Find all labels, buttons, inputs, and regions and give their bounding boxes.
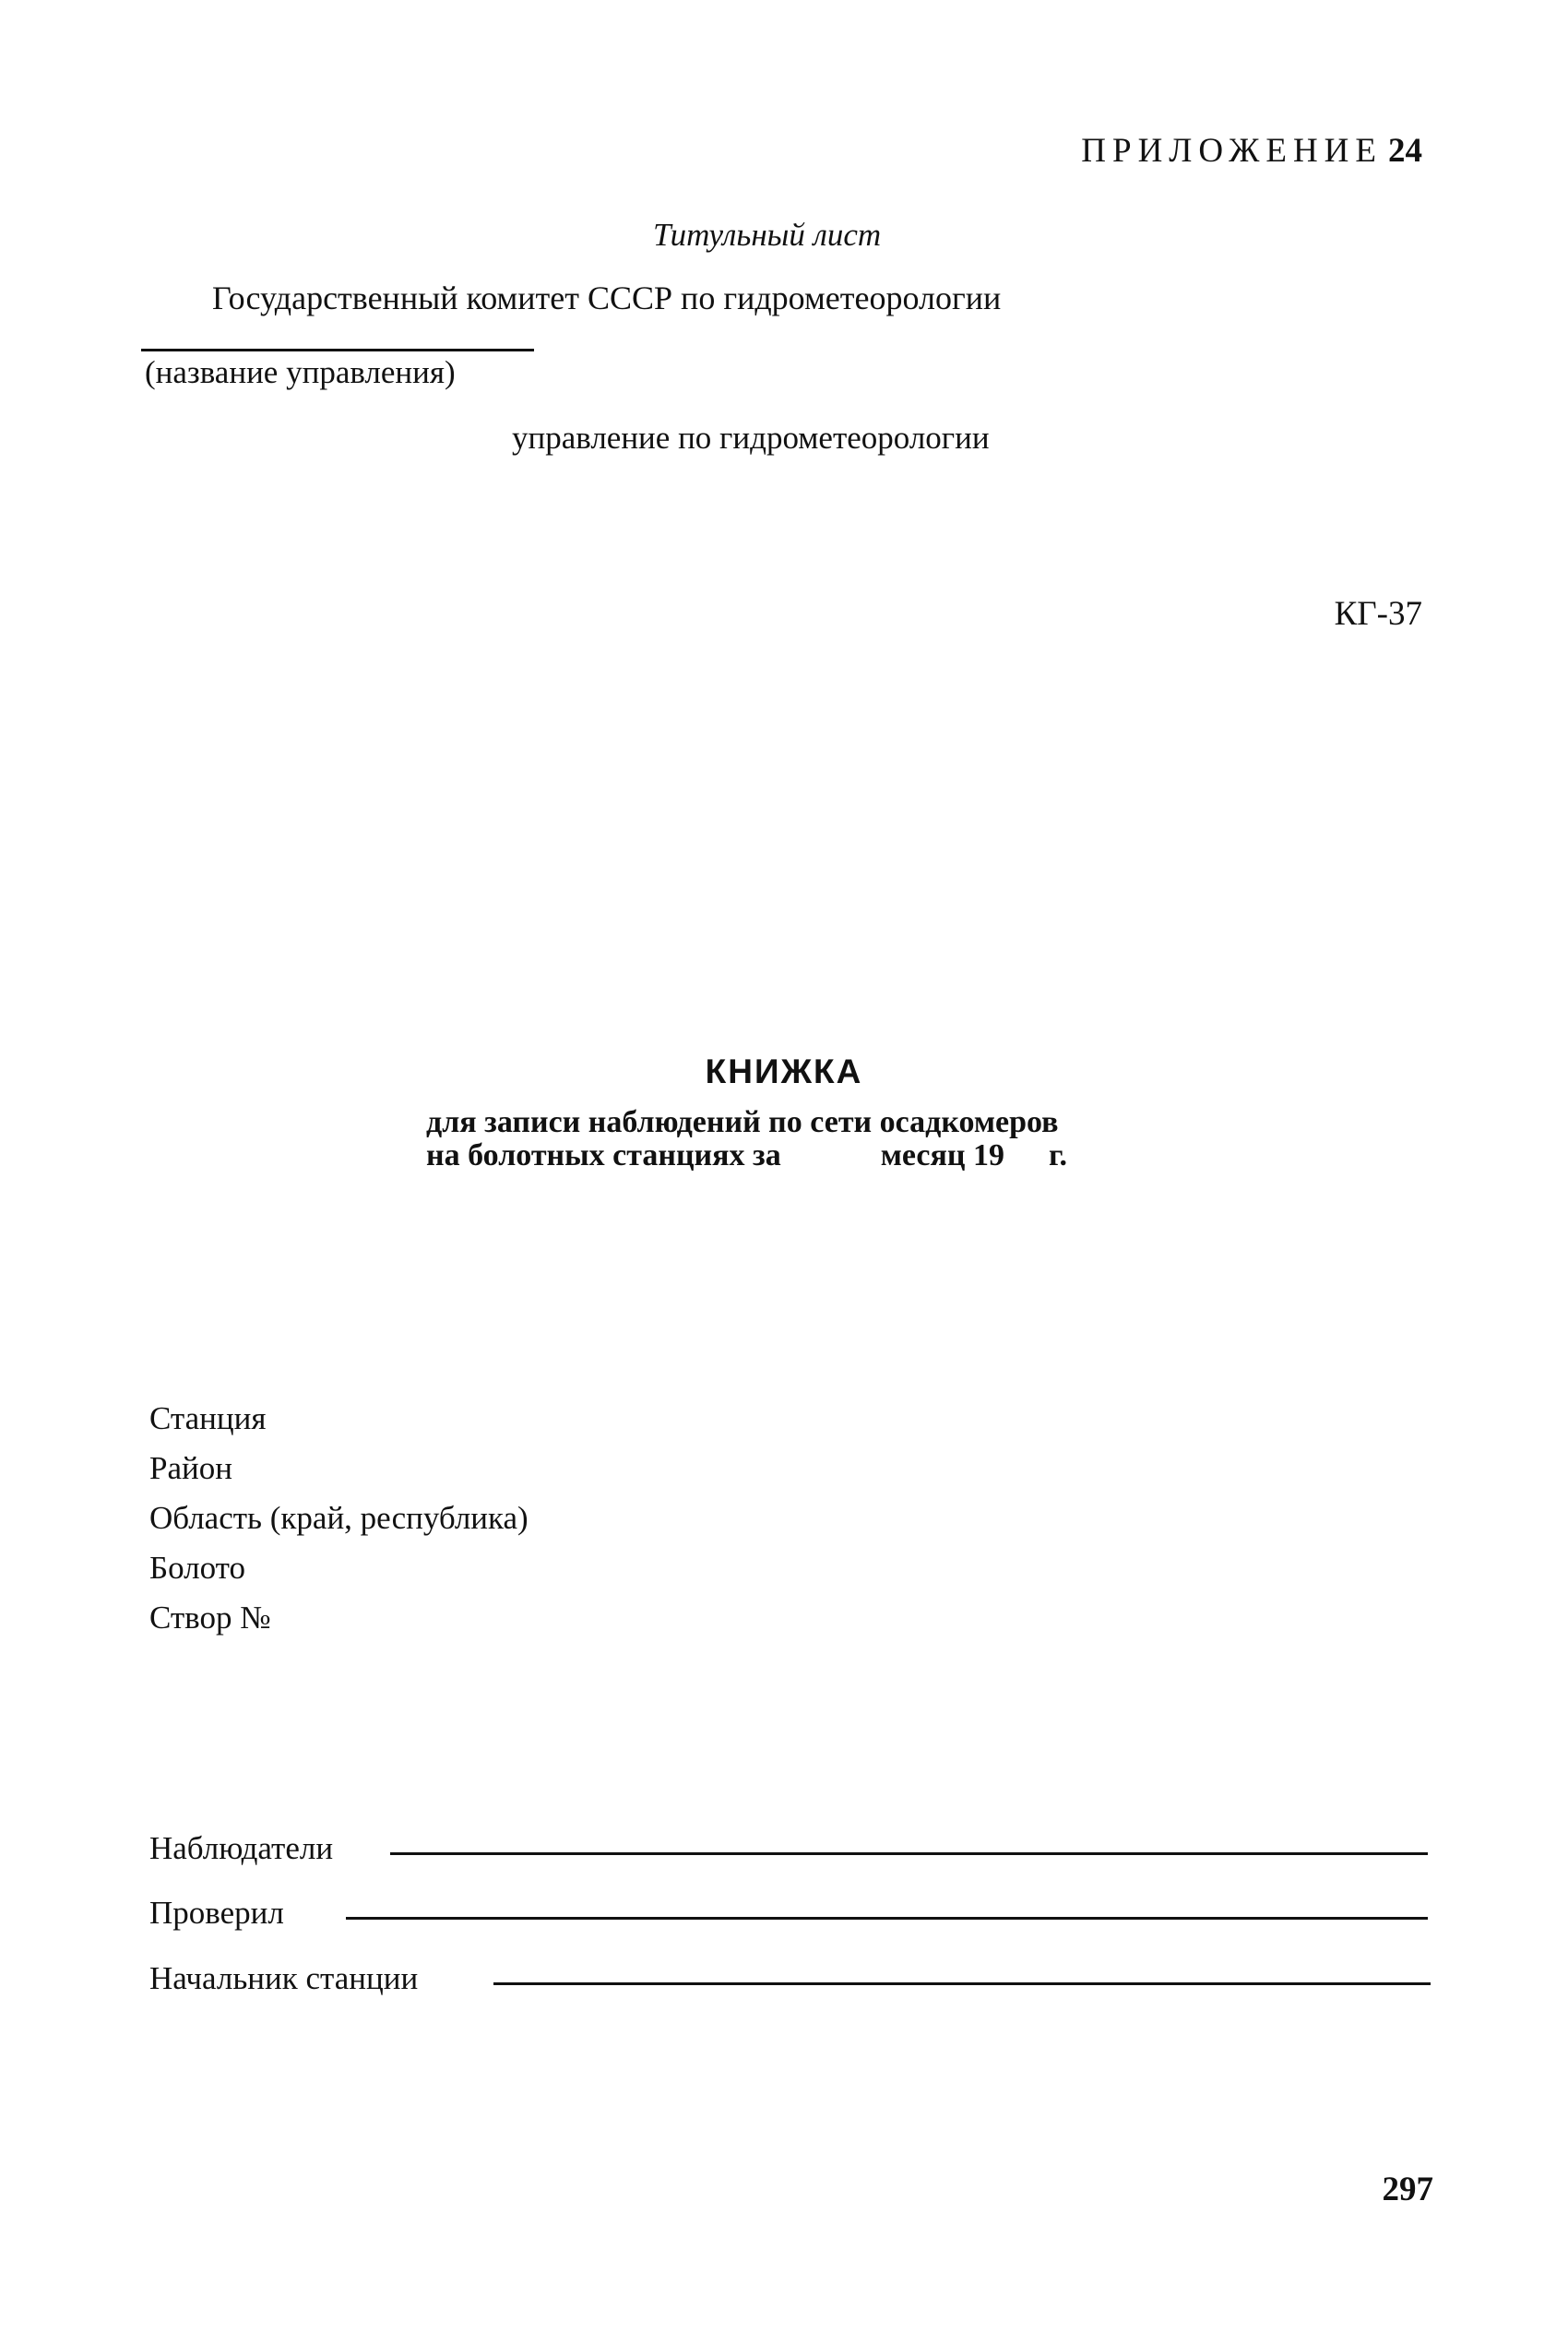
appendix-label: ПРИЛОЖЕНИЕ [1081, 132, 1383, 170]
book-title: КНИЖКА [705, 1053, 863, 1090]
signature-observers-label: Наблюдатели [149, 1830, 334, 1866]
page-number: 297 [1382, 2171, 1433, 2208]
book-subtitle-line2 [426, 1140, 1067, 1172]
field-region: Область (край, республика) [149, 1500, 529, 1536]
signature-station-head-line [493, 1982, 1431, 1985]
signature-checked-label: Проверил [149, 1895, 284, 1931]
field-station: Станция [149, 1400, 267, 1436]
field-district: Район [149, 1450, 232, 1486]
book-subtitle-part3: г. [1048, 1138, 1068, 1172]
management-name-blank-line [141, 349, 534, 351]
field-section: Створ № [149, 1600, 271, 1636]
appendix-heading [1081, 134, 1422, 168]
signature-checked-line [346, 1917, 1428, 1920]
book-subtitle-part2: месяц 19 [880, 1138, 1004, 1172]
signature-observers-line [390, 1852, 1428, 1855]
field-swamp: Болото [149, 1550, 245, 1586]
form-code: КГ-37 [1334, 595, 1422, 633]
signature-station-head-label: Начальник станции [149, 1960, 419, 1996]
book-subtitle-part1: на болотных станциях за [426, 1138, 781, 1172]
management-suffix: управление по гидрометеорологии [512, 420, 990, 456]
management-name-caption: (название управления) [145, 354, 456, 390]
title-sheet-label: Титульный лист [653, 217, 882, 253]
book-subtitle-line1: для записи наблюдений по сети осадкомеров [426, 1105, 1059, 1139]
committee-name: Государственный комитет СССР по гидрометеорологии [212, 280, 1002, 316]
appendix-number: 24 [1388, 132, 1422, 170]
